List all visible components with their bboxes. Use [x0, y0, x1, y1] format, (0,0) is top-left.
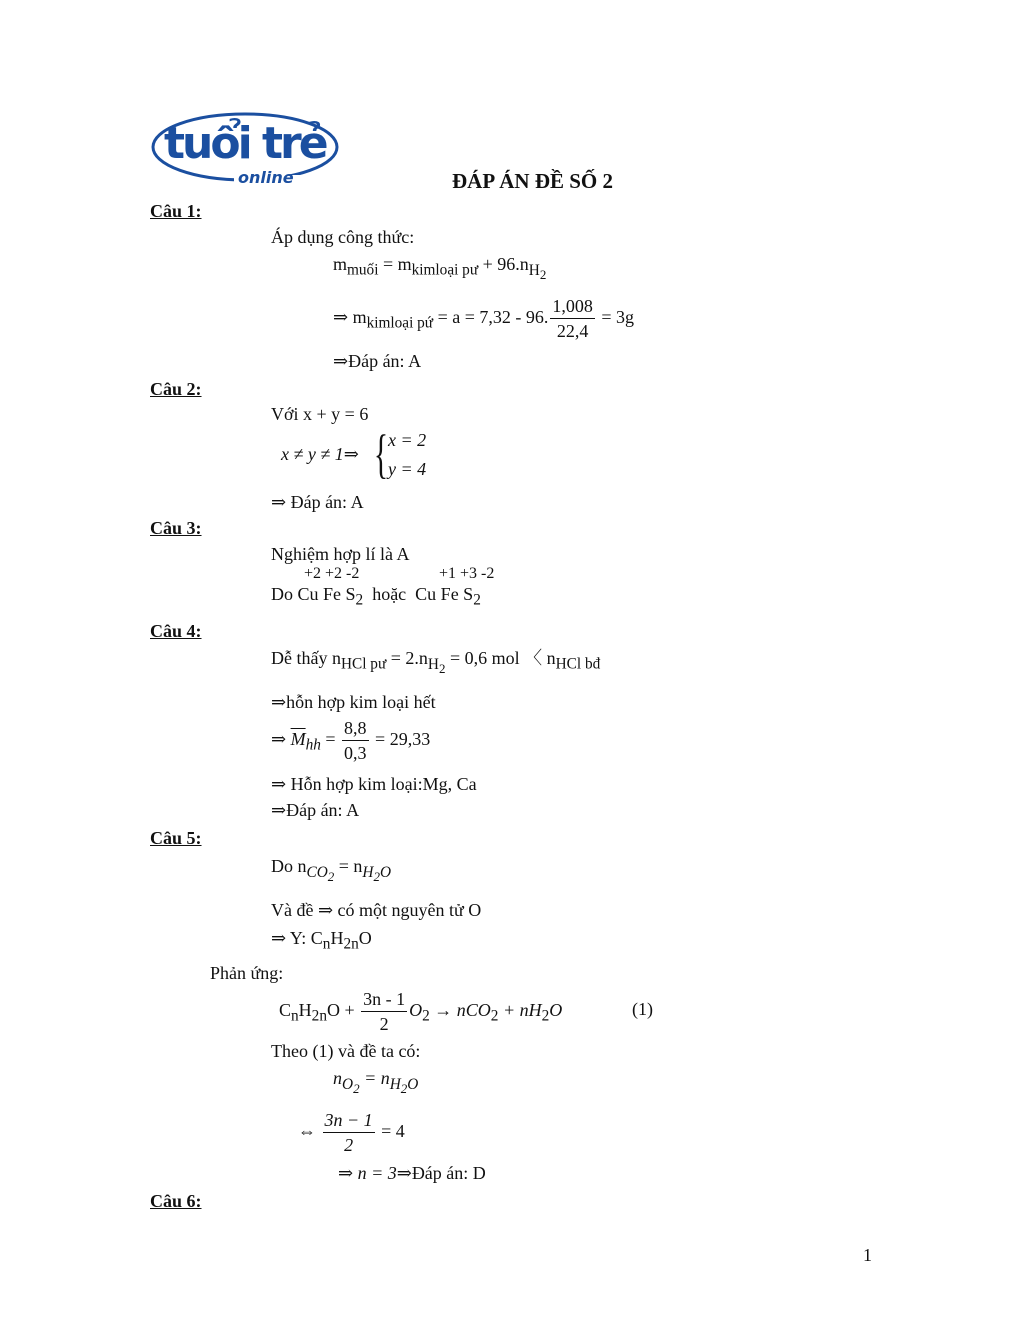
q5-reaction-label: Phản ứng:: [210, 963, 284, 983]
q5-line-7: $n_{O_2} = n_{H_2O}$: [333, 1068, 419, 1096]
q4-line-1: Dễ thấy $n_{HCl pư} = 2.n_{H_2} = 0,6$ mol 〈 $n_{HCl bđ}$: [271, 648, 601, 676]
q1-calculation: ⇒ $m_{kimloại pứ} = a = 7,32 - 96$. $\frac{1,008}{22,4}$ = 3g: [333, 296, 635, 341]
q2-answer: ⇒ Đáp án: A: [271, 492, 364, 512]
q1-answer: ⇒Đáp án: A: [333, 351, 422, 371]
logo-text: tuổi trẻ: [164, 118, 326, 169]
q1-formula: $m_{muối} = m_{kimloại pư} + 96.n_{H_2}$: [333, 254, 547, 282]
q2-condition: x ≠ y ≠ 1⇒: [281, 444, 359, 464]
q4-molar-mass: ⇒ $\overline{M}_{hh}$ = $\frac{8,8}{0,3}$ = 29,33: [271, 718, 431, 763]
q3-line-1: Nghiệm hợp lí là A: [271, 544, 410, 564]
q4-answer: ⇒Đáp án: A: [271, 800, 360, 820]
q5-line-8: ⇔ $\frac{3n - 1}{2}$ = 4: [298, 1110, 405, 1155]
q5-line-6: Theo (1) và đề ta có:: [271, 1041, 421, 1061]
q4-line-2: ⇒hỗn hợp kim loại hết: [271, 692, 436, 712]
q5-line-2: Và đề ⇒ có một nguyên tử O: [271, 900, 482, 920]
q3-oxidation-1: +2 +2 -2: [304, 565, 360, 582]
q1-line-1: Áp dụng công thức:: [271, 227, 415, 247]
q2-solution-y: y = 4: [388, 459, 427, 479]
question-1-label: Câu 1:: [150, 201, 202, 221]
q4-fraction: $\frac{8,8}{0,3}$: [344, 718, 367, 763]
question-6-label: Câu 6:: [150, 1191, 202, 1211]
question-3-label: Câu 3:: [150, 518, 202, 538]
q2-line-1: Với x + y = 6: [271, 404, 369, 424]
question-5-label: Câu 5:: [150, 828, 202, 848]
q5-equation-number: (1): [632, 999, 653, 1019]
question-2-label: Câu 2:: [150, 379, 202, 399]
logo-subtext: online: [238, 168, 294, 187]
page-number: 1: [863, 1245, 872, 1265]
q5-fraction: $\frac{3n - 1}{2}$: [363, 989, 406, 1034]
q4-line-4: ⇒ Hỗn hợp kim loại:Mg, Ca: [271, 774, 477, 794]
logo: [150, 112, 342, 187]
page-title: ĐÁP ÁN ĐỀ SỐ 2: [452, 169, 614, 193]
q3-oxidation-2: +1 +3 -2: [439, 565, 495, 582]
q2-solution-x: x = 2: [388, 430, 427, 450]
q3-formulas: Do Cu Fe $S_2$ hoặc Cu Fe $S_2$: [271, 584, 481, 609]
q5-line-1: Do $n_{CO_2} = n_{H_2O}$: [271, 856, 392, 884]
q5-answer: ⇒ n = 3⇒Đáp án: D: [338, 1163, 486, 1183]
question-4-label: Câu 4:: [150, 621, 202, 641]
q1-fraction: $\frac{1,008}{22,4}$: [552, 296, 593, 341]
q5-line-3: ⇒ Y: $C_nH_{2n}O$: [271, 928, 372, 953]
q2-brace: {: [373, 424, 389, 484]
q5-reaction-equation: $C_nH_{2n}O$ + $\frac{3n - 1}{2}$ $O_2 \to nCO_2 + nH_2O$: [279, 989, 563, 1034]
q5-fraction-2: $\frac{3n - 1}{2}$: [324, 1110, 373, 1155]
